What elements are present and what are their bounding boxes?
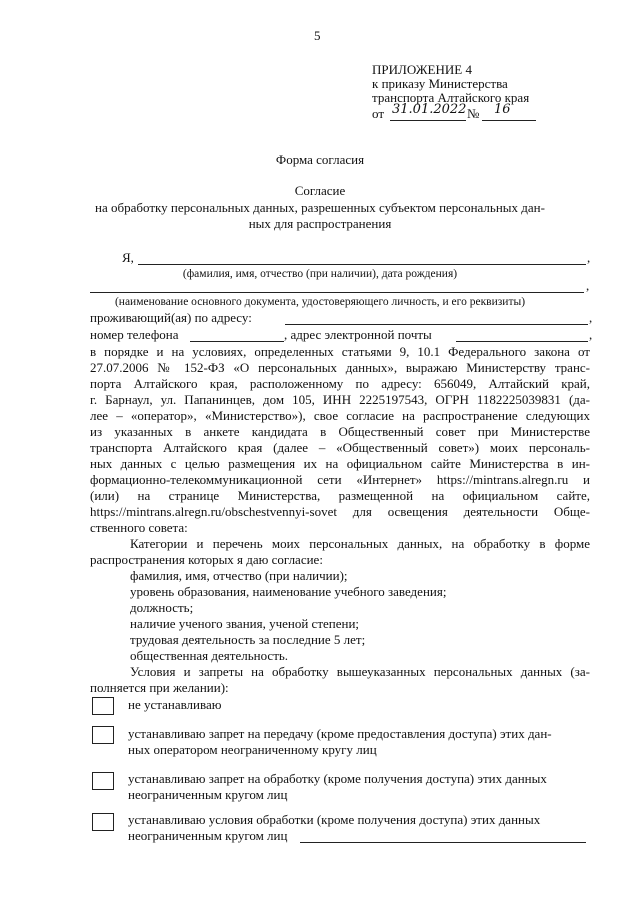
- body-line-1: в порядке и на условиях, определенных статьями 9, 10.1 Федерального закона от: [90, 344, 590, 359]
- option-label-processing-conditions-line-1: устанавливаю условия обработки (кроме получения доступа) этих данных: [128, 812, 541, 827]
- ya-label: Я,: [122, 250, 134, 265]
- email-label: , адрес электронной почты: [284, 327, 432, 342]
- consent-subtitle-line-1: на обработку персональных данных, разрешенных субъектом персональных дан-: [95, 200, 545, 215]
- appendix-from-prefix: от: [372, 106, 385, 121]
- appendix-line-1: к приказу Министерства: [372, 76, 508, 91]
- body-line-2: 27.07.2006 № 152-ФЗ «О персональных данных», выражаю Министерству транс-: [90, 360, 590, 375]
- number-underline: [482, 120, 536, 121]
- body-line-8: ных данных с целью размещения их на официальном сайте Министерства в ин-: [90, 456, 590, 471]
- phone-line: [190, 341, 284, 342]
- option-checkbox-processing-ban[interactable]: [92, 772, 114, 790]
- address-line: [285, 324, 588, 325]
- categories-intro-line-1: Категории и перечень моих персональных данных, на обработку в форме: [130, 536, 590, 551]
- body-line-10: (или) на странице Министерства, размещенной на официальном сайте,: [90, 488, 590, 503]
- page-number: 5: [314, 28, 321, 43]
- handwritten-number: 16: [494, 102, 511, 117]
- categories-intro-line-2: распространения которых я даю согласие:: [90, 552, 323, 567]
- document-line: [90, 292, 584, 293]
- handwritten-date: 31.01.2022: [392, 102, 467, 117]
- body-line-3: порта Алтайского края, расположенному по адресу: 656049, Алтайский край,: [90, 376, 590, 391]
- conditions-intro-line-1: Условия и запреты на обработку вышеуказанных персональных данных (за-: [130, 664, 590, 679]
- date-underline: [390, 120, 466, 121]
- body-line-6: из указанных в анкете кандидата в Общественный совет при Министерстве: [90, 424, 590, 439]
- body-line-5: лее – «оператор», «Министерство»), свое согласие на распространение следующих: [90, 408, 590, 423]
- body-line-last: ственного совета:: [90, 520, 188, 535]
- document-page: 5 ПРИЛОЖЕНИЕ 4 к приказу Министерства транспорта Алтайского края от 31.01.2022 № 16 Форма согласия Согласие на обработку персональных данных, разрешенных субъектом персональных дан- ных для распространения Я, , (фамилия, имя, отчество (при наличии), дата рождения) , (наименование основного документа, удостоверяющего личность, и его реквизиты) проживающий(ая) по адресу: , номер телефона , адрес электронной почты , в порядке и на условиях, определенных статьями 9, 10.1 Федерального закона от 27.07.2006 № 152-ФЗ «О персональных данных», выражаю Министерству транс- порта Алтайского края, расположенному по адресу: 656049, Алтайский край, г. Барнаул, ул. Папанинцев, дом 105, ИНН 2225197543, ОГРН 1182225039831 (да- лее – «оператор», «Министерство»), свое согласие на распространение следующих из указанных в анкете кандидата в Общественный совет при Министерстве транспорта Алтайского края (далее – «Общественный совет») моих персональ- ных данных с целью размещения их на официальном сайте Министерства в ин- формационно-телекоммуникационной сети «Интернет» https://mintrans.alregn.ru и (или) на странице Министерства, размещенной на официальном сайте, https://mintrans.alregn.ru/obschestvennyi-sovet для освещения деятельности Обще- ственного совета: Категории и перечень моих персональных данных, на обработку в форме распространения которых я даю согласие: фамилия, имя, отчество (при наличии); уровень образования, наименование учебного заведения; должность; наличие ученого звания, ученой степени; трудовая деятельность за последние 5 лет; общественная деятельность. Условия и запреты на обработку вышеуказанных персональных данных (за- полняется при желании): не устанавливаю устанавливаю запрет на передачу (кроме предоставления доступа) этих дан- ных оператором неограниченному кругу лиц устанавливаю запрет на обработку (кроме получения доступа) этих данных неограниченным кругом лиц устанавливаю условия обработки (кроме получения доступа) этих данных неограниченным кругом лиц: [0, 0, 640, 905]
- consent-title: Согласие: [294, 183, 346, 198]
- option-label-processing-ban-line-1: устанавливаю запрет на обработку (кроме получения доступа) этих данных: [128, 771, 547, 786]
- body-line-11: https://mintrans.alregn.ru/obschestvennyi-sovet для освещения деятельности Обще-: [90, 504, 590, 519]
- body-line-9: формационно-телекоммуникационной сети «Интернет» https://mintrans.alregn.ru и: [90, 472, 590, 487]
- option-label-not-set: не устанавливаю: [128, 697, 222, 712]
- phone-label: номер телефона: [90, 327, 179, 342]
- conditions-fill-line[interactable]: [300, 842, 586, 843]
- document-hint: (наименование основного документа, удостоверяющего личность, и его реквизиты): [114, 296, 526, 308]
- option-label-processing-conditions-line-2: неограниченным кругом лиц: [128, 828, 288, 843]
- option-checkbox-transfer-ban[interactable]: [92, 726, 114, 744]
- option-checkbox-not-set[interactable]: [92, 697, 114, 715]
- form-title: Форма согласия: [275, 152, 365, 167]
- category-item: должность;: [130, 600, 194, 615]
- appendix-title: ПРИЛОЖЕНИЕ 4: [372, 62, 472, 77]
- number-sign: №: [467, 106, 480, 121]
- body-line-7: транспорта Алтайского края (далее – «Общественный совет») моих персональ-: [90, 440, 590, 455]
- appendix-line-2: транспорта Алтайского края: [372, 90, 530, 105]
- category-item: уровень образования, наименование учебного заведения;: [130, 584, 447, 599]
- fio-hint: (фамилия, имя, отчество (при наличии), дата рождения): [182, 268, 458, 280]
- option-checkbox-processing-conditions[interactable]: [92, 813, 114, 831]
- category-item: трудовая деятельность за последние 5 лет;: [130, 632, 366, 647]
- category-item: общественная деятельность.: [130, 648, 289, 663]
- option-label-transfer-ban-line-2: ных оператором неограниченному кругу лиц: [128, 742, 377, 757]
- address-label: проживающий(ая) по адресу:: [90, 310, 252, 325]
- option-label-transfer-ban-line-1: устанавливаю запрет на передачу (кроме предоставления доступа) этих дан-: [128, 726, 552, 741]
- consent-subtitle-line-2: ных для распространения: [248, 216, 392, 231]
- option-label-processing-ban-line-2: неограниченным кругом лиц: [128, 787, 288, 802]
- category-item: фамилия, имя, отчество (при наличии);: [130, 568, 348, 583]
- body-line-4: г. Барнаул, ул. Папанинцев, дом 105, ИНН 2225197543, ОГРН 1182225039831 (да-: [90, 392, 590, 407]
- conditions-intro-line-2: полняется при желании):: [90, 680, 229, 695]
- category-item: наличие ученого звания, ученой степени;: [130, 616, 360, 631]
- fio-line: [138, 264, 586, 265]
- email-line: [456, 341, 588, 342]
